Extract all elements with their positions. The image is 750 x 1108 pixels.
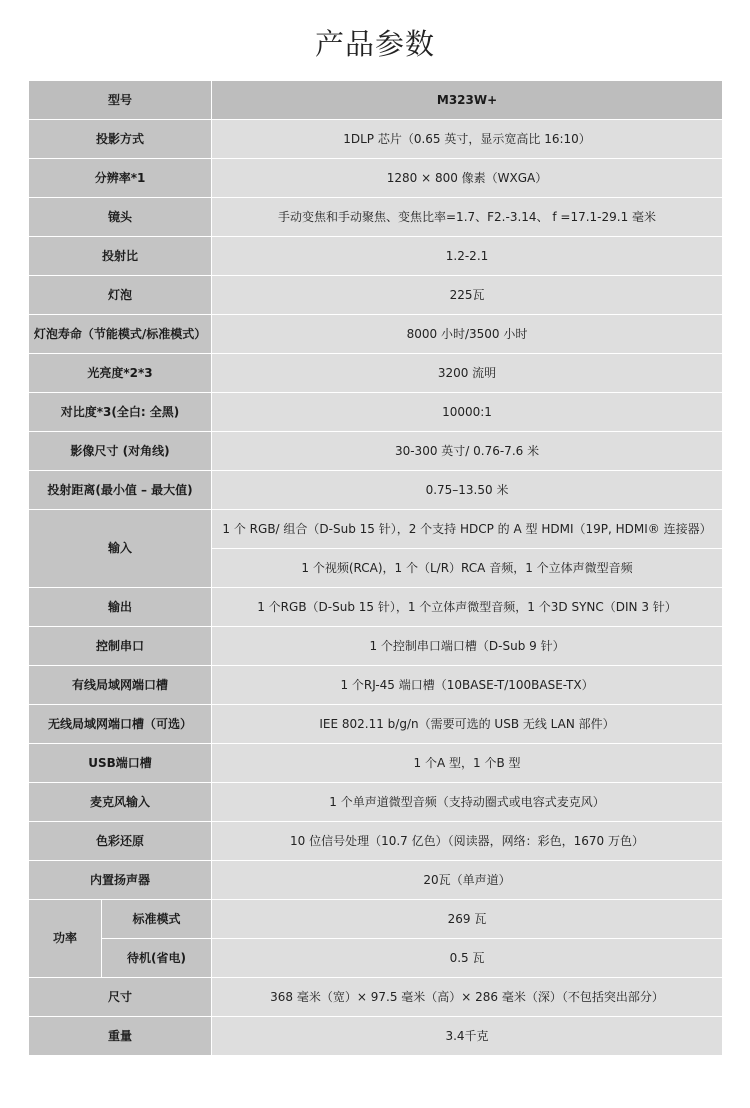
spec-label: 输入 — [29, 510, 212, 588]
table-row — [29, 354, 723, 393]
table-row — [29, 822, 723, 861]
table-row — [29, 900, 723, 939]
spec-label: 投影方式 — [29, 120, 212, 159]
table-row — [29, 315, 723, 354]
spec-label: 无线局域网端口槽（可选） — [29, 705, 212, 744]
spec-value: 1 个RGB（D-Sub 15 针），1 个立体声微型音频，1 个3D SYNC（DIN 3 针） — [212, 588, 723, 627]
spec-value: 1 个视频(RCA)，1 个（L/R）RCA 音频，1 个立体声微型音频 — [212, 549, 723, 588]
table-row — [29, 393, 723, 432]
spec-label: 型号 — [29, 81, 212, 120]
table-row — [29, 81, 723, 120]
spec-value: 225瓦 — [212, 276, 723, 315]
table-row — [29, 744, 723, 783]
spec-table — [28, 80, 723, 1056]
table-row — [29, 705, 723, 744]
spec-label: 分辨率*1 — [29, 159, 212, 198]
table-row — [29, 588, 723, 627]
spec-value: 10000:1 — [212, 393, 723, 432]
spec-label: 麦克风输入 — [29, 783, 212, 822]
table-row — [29, 198, 723, 237]
spec-label: 重量 — [29, 1017, 212, 1056]
spec-value: 1280 × 800 像素（WXGA） — [212, 159, 723, 198]
spec-value: 3200 流明 — [212, 354, 723, 393]
spec-label: 内置扬声器 — [29, 861, 212, 900]
table-row — [29, 939, 723, 978]
spec-value: 3.4千克 — [212, 1017, 723, 1056]
table-row — [29, 276, 723, 315]
table-row — [29, 1017, 723, 1056]
spec-value: 1.2-2.1 — [212, 237, 723, 276]
table-row — [29, 237, 723, 276]
spec-value: 1 个单声道微型音频（支持动圈式或电容式麦克风） — [212, 783, 723, 822]
spec-label: 影像尺寸 (对角线) — [29, 432, 212, 471]
spec-value: 1 个 RGB/ 组合（D-Sub 15 针），2 个支持 HDCP 的 A 型 HDMI（19P, HDMI® 连接器） — [212, 510, 723, 549]
spec-label: 功率 — [29, 900, 102, 978]
table-row — [29, 666, 723, 705]
spec-value: 8000 小时/3500 小时 — [212, 315, 723, 354]
spec-value: 1 个控制串口端口槽（D-Sub 9 针） — [212, 627, 723, 666]
spec-value: 10 位信号处理（10.7 亿色）（阅读器，网络：彩色，1670 万色） — [212, 822, 723, 861]
spec-value: 1DLP 芯片（0.65 英寸，显示宽高比 16:10） — [212, 120, 723, 159]
spec-label: USB端口槽 — [29, 744, 212, 783]
spec-label: 光亮度*2*3 — [29, 354, 212, 393]
spec-value: 1 个RJ-45 端口槽（10BASE-T/100BASE-TX） — [212, 666, 723, 705]
table-row — [29, 120, 723, 159]
spec-label: 灯泡 — [29, 276, 212, 315]
spec-value: 0.75–13.50 米 — [212, 471, 723, 510]
spec-label: 投射比 — [29, 237, 212, 276]
spec-value: 手动变焦和手动聚焦、变焦比率=1.7、F2.-3.14、 f =17.1-29.1 毫米 — [212, 198, 723, 237]
table-row — [29, 978, 723, 1017]
table-row — [29, 783, 723, 822]
table-row — [29, 432, 723, 471]
spec-label: 控制串口 — [29, 627, 212, 666]
spec-value: 20瓦（单声道） — [212, 861, 723, 900]
spec-label: 输出 — [29, 588, 212, 627]
page-title: 产品参数 — [314, 27, 435, 61]
spec-value: 269 瓦 — [212, 900, 723, 939]
spec-label: 灯泡寿命（节能模式/标准模式） — [29, 315, 212, 354]
spec-label: 对比度*3(全白: 全黑) — [29, 393, 212, 432]
table-row — [29, 159, 723, 198]
spec-sublabel: 待机(省电) — [102, 939, 212, 978]
spec-label: 投射距离(最小值 – 最大值) — [29, 471, 212, 510]
spec-label: 色彩还原 — [29, 822, 212, 861]
spec-value: 1 个A 型，1 个B 型 — [212, 744, 723, 783]
spec-value: IEE 802.11 b/g/n（需要可选的 USB 无线 LAN 部件） — [212, 705, 723, 744]
table-row — [29, 510, 723, 549]
spec-label: 镜头 — [29, 198, 212, 237]
table-row — [29, 471, 723, 510]
spec-sublabel: 标准模式 — [102, 900, 212, 939]
spec-value: 0.5 瓦 — [212, 939, 723, 978]
table-row — [29, 627, 723, 666]
spec-value: 368 毫米（宽）× 97.5 毫米（高）× 286 毫米（深）（不包括突出部分） — [212, 978, 723, 1017]
spec-label: 有线局域网端口槽 — [29, 666, 212, 705]
table-row — [29, 861, 723, 900]
spec-value: 30-300 英寸/ 0.76-7.6 米 — [212, 432, 723, 471]
spec-label: 尺寸 — [29, 978, 212, 1017]
spec-value: M323W+ — [212, 81, 723, 120]
